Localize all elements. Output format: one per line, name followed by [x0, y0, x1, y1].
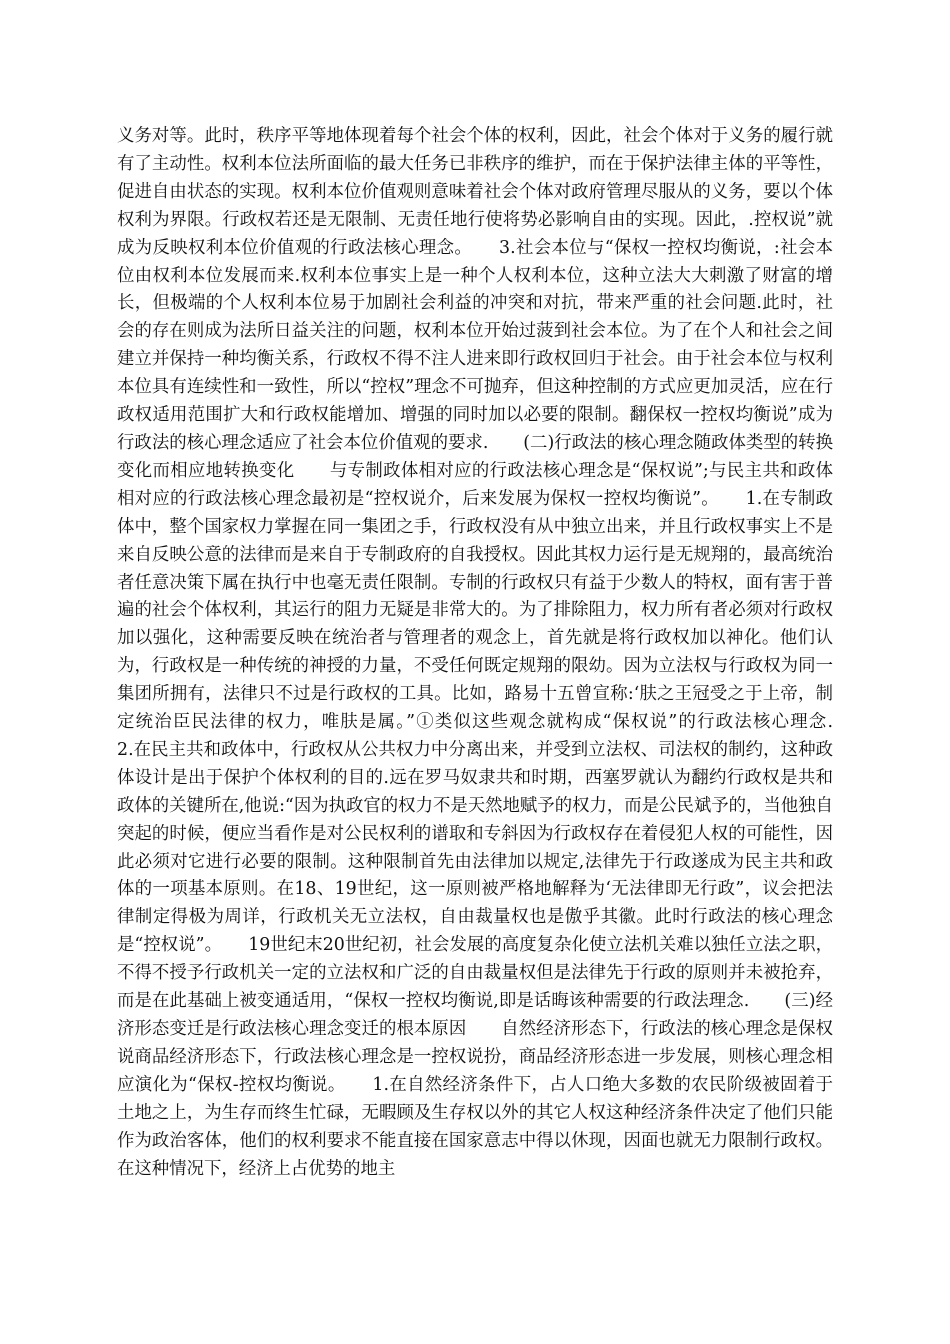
body-paragraph: 义务对等。此时，秩序平等地体现着每个社会个体的权利，因此，社会个体对于义务的履行就有了主动性。权利本位法所面临的最大任务已非秩序的维护，而在于保护法律主体的平等性，促进自由状态的实现。权利本位价值观则意味着社会个体对政府管理尽服从的义务，要以个体权利为界限。行政权若还是无限制、无责任地行使将势必影响自由的实现。因此，.控权说”就成为反映权利本位价值观的行政法核心理念。 3.社会本位与“保权一控权均衡说，:社会本位由权利本位发展而来.权利本位事实上是一种个人权利本位，这种立法大大刺激了财富的增长，但极端的个人权利本位易于加剧社会利益的冲突和对抗，带来严重的社会问题.此时，社会的存在则成为法所日益关注的问题，权利本位开始过菠到社会本位。为了在个人和社会之间建立并保持一种均衡关系，行政权不得不注人进来即行政权回归于社会。由于社会本位与权利本位具有连续性和一致性，所以“控权”理念不可抛弃，但这种控制的方式应更加灵活，应在行政权适用范围扩大和行政权能增加、增强的同时加以必要的限制。翻保权一控权均衡说”成为行政法的核心理念适应了社会本位价值观的要求. (二)行政法的核心理念随政体类型的转换变化而相应地转换变化 与专制政体相对应的行政法核心理念是“保权说”;与民主共和政体相对应的行政法核心理念最初是“控权说介，后来发展为保权一控权均衡说”。 1.在专制政体中，整个国家权力掌握在同一集团之手，行政权没有从中独立出来，并且行政权事实上不是来自反映公意的法律而是来自于专制政府的自我授权。因此其权力运行是无规翔的，最高统治者任意决策下属在执行中也毫无责任限制。专制的行政权只有益于少数人的特权，面有害于普遍的社会个体权利，其运行的阻力无疑是非常大的。为了排除阻力，权力所有者必须对行政权加以强化，这种需要反映在统治者与管理者的观念上，首先就是将行政权加以神化。他们认为，行政权是一种传统的神授的力量，不受任何既定规翔的限幼。因为立法权与行政权为同一集团所拥有，法律只不过是行政权的工具。比如，路易十五曾宣称:‘肤之王冠受之于上帝，制定统治臣民法律的权力，唯肤是属。”①类似这些观念就构成“保权说”的行政法核心理念. 2.在民主共和政体中，行政权从公共权力中分离出来，并受到立法权、司法权的制约，这种政体设计是出于保护个体权利的目的.远在罗马奴隶共和时期，西塞罗就认为翻约行政权是共和政体的关键所在,他说:“因为执政官的权力不是天然地赋予的权力，而是公民斌予的，当他独自突起的时候，便应当看作是对公民权利的谱取和专斜因为行政权存在着侵犯人权的可能性，因此必须对它进行必要的限制。这种限制首先由法律加以规定,法律先于行政遂成为民主共和政体的一项基本原则。在18、19世纪，这一原则被严格地解释为‘无法律即无行政”，议会把法律制定得极为周详，行政机关无立法权，自由裁量权也是傲乎其徽。此时行政法的核心理念是“控权说”。 19世纪末20世纪初，社会发展的高度复杂化使立法机关难以独任立法之职，不得不授予行政机关一定的立法权和广泛的自由裁量权但是法律先于行政的原则并未被抢弃，而是在此基础上被变通适用，“保权一控权均衡说,即是话晦该种需要的行政法理念. (三)经济形态变迁是行政法核心理念变迁的根本原因 自然经济形态下，行政法的核心理念是保权说商品经济形态下，行政法核心理念是一控权说扮，商品经济形态进一步发展，则核心理念相应演化为“保权-控权均衡说。 1.在自然经济条件下，占人口绝大多数的农民阶级被固着于土地之上，为生存而终生忙碌，无暇顾及生存权以外的其它人权这种经济条件决定了他们只能作为政治客体，他们的权利要求不能直接在国家意志中得以休现，因面也就无力限制行政权。在这种情况下，经济上占优势的地主: [117, 126, 868, 1179]
